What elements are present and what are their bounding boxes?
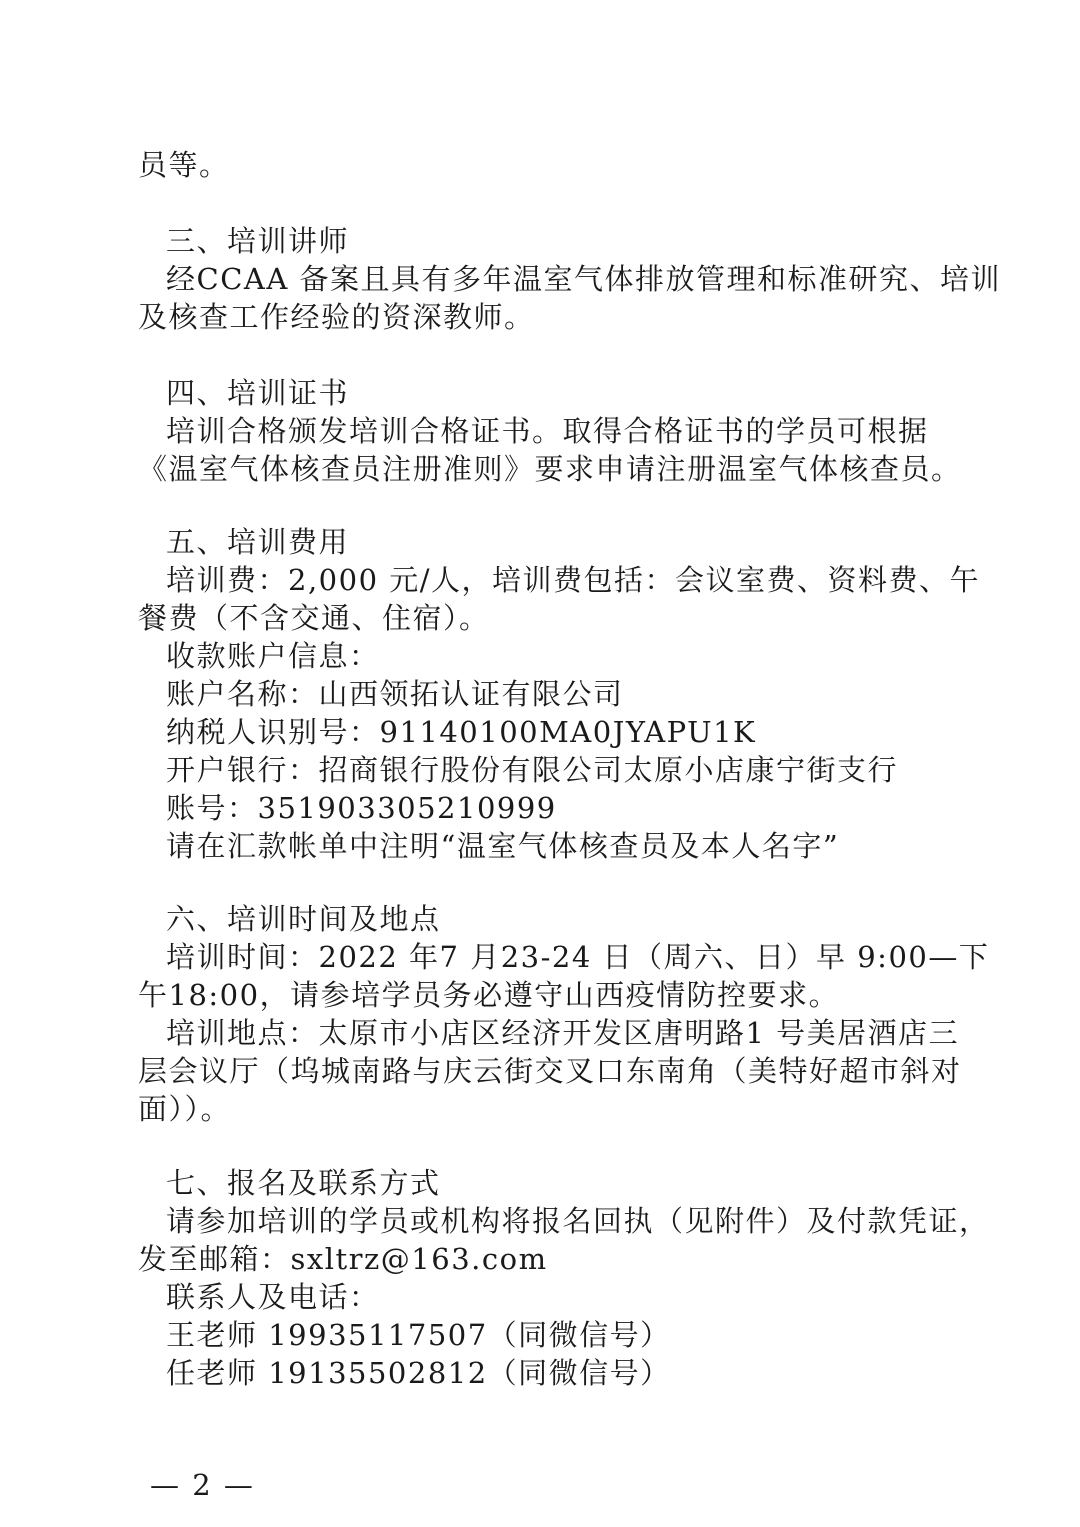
text-line: 开户银行：招商银行股份有限公司太原小店康宁街支行 [166,753,899,787]
text-line: 纳税人识别号：91140100MA0JYAPU1K [166,715,757,749]
section-heading-time-location: 六、培训时间及地点 [166,902,441,936]
text-line: 午18:00，请参培学员务必遵守山西疫情防控要求。 [138,978,840,1012]
text-line: 账号：351903305210999 [166,791,557,825]
text-line: 王老师 19935117507（同微信号） [166,1318,671,1352]
text-line: 培训地点：太原市小店区经济开发区唐明路1 号美居酒店三 [166,1016,960,1050]
text-line: 发至邮箱：sxltrz@163.com [138,1242,548,1276]
section-heading-fees: 五、培训费用 [166,525,350,559]
section-heading-lecturers: 三、培训讲师 [166,224,350,258]
text-line: 培训合格颁发培训合格证书。取得合格证书的学员可根据 [166,414,929,448]
section-heading-registration: 七、报名及联系方式 [166,1166,441,1200]
text-line: 《温室气体核查员注册准则》要求申请注册温室气体核查员。 [138,452,962,486]
text-line: 请在汇款帐单中注明“温室气体核查员及本人名字” [166,829,840,863]
text-line: 请参加培训的学员或机构将报名回执（见附件）及付款凭证， [166,1204,990,1238]
text-line: 及核查工作经验的资深教师。 [138,300,535,334]
text-line: 经CCAA 备案且具有多年温室气体排放管理和标准研究、培训 [166,262,1001,296]
text-line: 员等。 [138,148,230,182]
text-line: 培训费：2,000 元/人，培训费包括：会议室费、资料费、午 [166,563,981,597]
text-line: 账户名称：山西领拓认证有限公司 [166,677,624,711]
text-line: 面））。 [138,1092,232,1126]
section-heading-certificate: 四、培训证书 [166,376,350,410]
text-line: 任老师 19135502812（同微信号） [166,1356,671,1390]
text-line: 餐费（不含交通、住宿）。 [138,601,490,635]
text-line: 联系人及电话： [166,1280,380,1314]
text-line: 收款账户信息： [166,639,380,673]
text-line: 层会议厅（坞城南路与庆云街交叉口东南角（美特好超市斜对 [138,1054,962,1088]
page-number: — 2 — [150,1468,255,1502]
text-line: 培训时间：2022 年7 月23-24 日（周六、日）早 9:00—下 [166,940,990,974]
